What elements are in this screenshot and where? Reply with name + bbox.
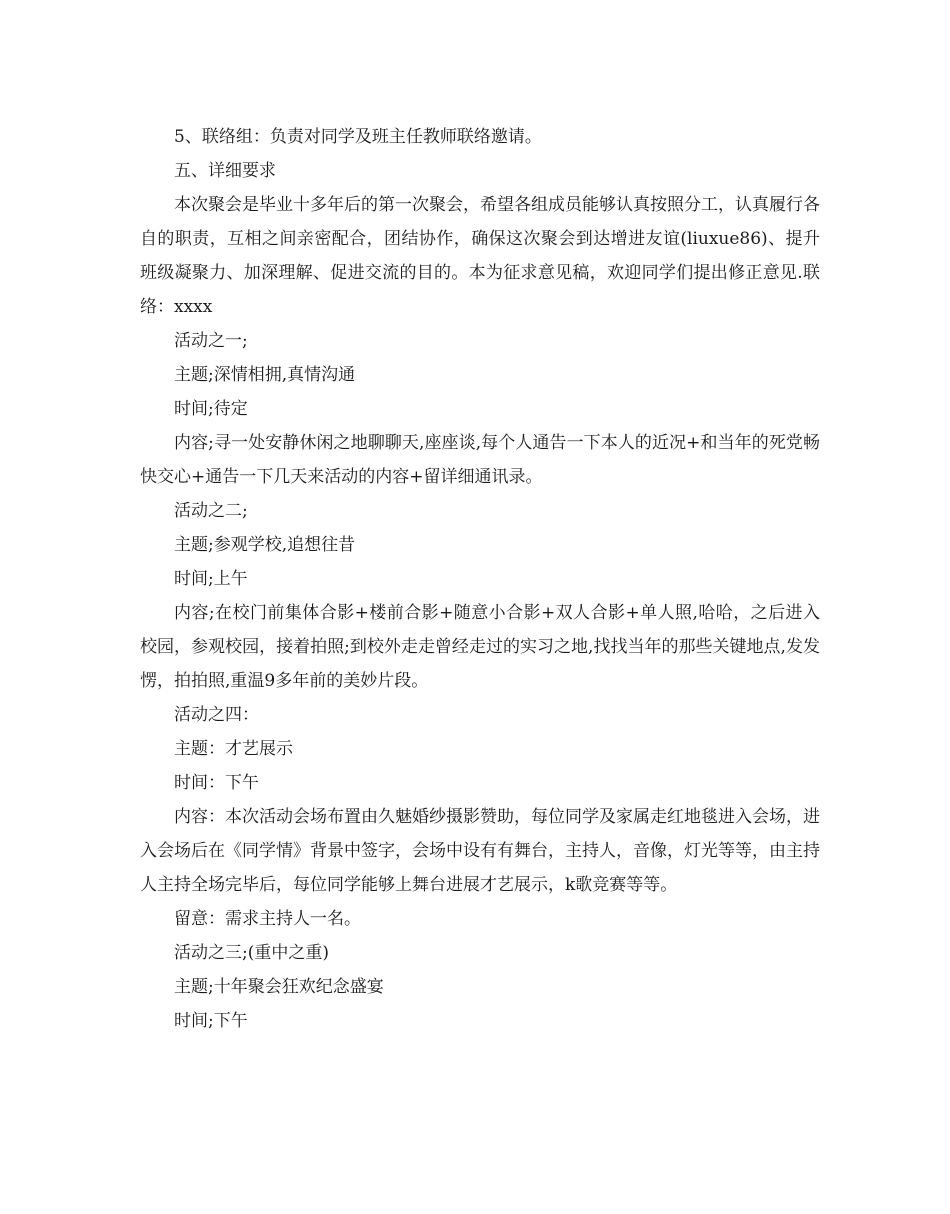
activity-4-time: 时间：下午 [174, 773, 259, 793]
activity-2-heading: 活动之二; [174, 501, 248, 521]
activity-2-time: 时间;上午 [174, 569, 248, 589]
activity-4-content: 内容：本次活动会场布置由久魅婚纱摄影赞助，每位同学及家属走红地毯进入会场，进入会场后在《同学情》背景中签字，会场中设有有舞台，主持人，音像，灯光等等，由主持人主持全场完毕后，每位同学能够上舞台进展才艺展示，k歌竞赛等等。 [140, 807, 820, 895]
paragraph-liaison-group: 5、联络组：负责对同学及班主任教师联络邀请。 [174, 127, 542, 147]
activity-4-note: 留意：需求主持人一名。 [174, 909, 361, 929]
activity-1-theme: 主题;深情相拥,真情沟通 [174, 365, 356, 385]
document-body [140, 120, 820, 1038]
activity-2-content: 内容;在校门前集体合影+楼前合影+随意小合影+双人合影+单人照,哈哈，之后进入校园，参观校园，接着拍照;到校外走走曾经走过的实习之地,找找当年的那些关键地点,发发愣，拍拍照,重温9多年前的美妙片段。 [140, 603, 820, 691]
activity-3-theme: 主题;十年聚会狂欢纪念盛宴 [174, 977, 384, 997]
activity-4-theme: 主题：才艺展示 [174, 739, 293, 759]
activity-4-heading: 活动之四： [174, 705, 259, 725]
activity-1-heading: 活动之一; [174, 331, 248, 351]
activity-1-time: 时间;待定 [174, 399, 248, 419]
heading-detailed-requirements: 五、详细要求 [174, 161, 276, 181]
activity-2-theme: 主题;参观学校,追想往昔 [174, 535, 356, 555]
activity-3-time: 时间;下午 [174, 1011, 248, 1031]
activity-1-content: 内容;寻一处安静休闲之地聊聊天,座座谈,每个人通告一下本人的近况+和当年的死党畅快交心+通告一下几天来活动的内容+留详细通讯录。 [140, 433, 820, 487]
paragraph-requirements: 本次聚会是毕业十多年后的第一次聚会，希望各组成员能够认真按照分工，认真履行各自的职责，互相之间亲密配合，团结协作，确保这次聚会到达增进友谊(liuxue86)、提升班级凝聚力、加深理解、促进交流的目的。本为征求意见稿，欢迎同学们提出修正意见.联络：xxxx [140, 195, 820, 317]
activity-3-heading: 活动之三;(重中之重) [174, 943, 329, 963]
